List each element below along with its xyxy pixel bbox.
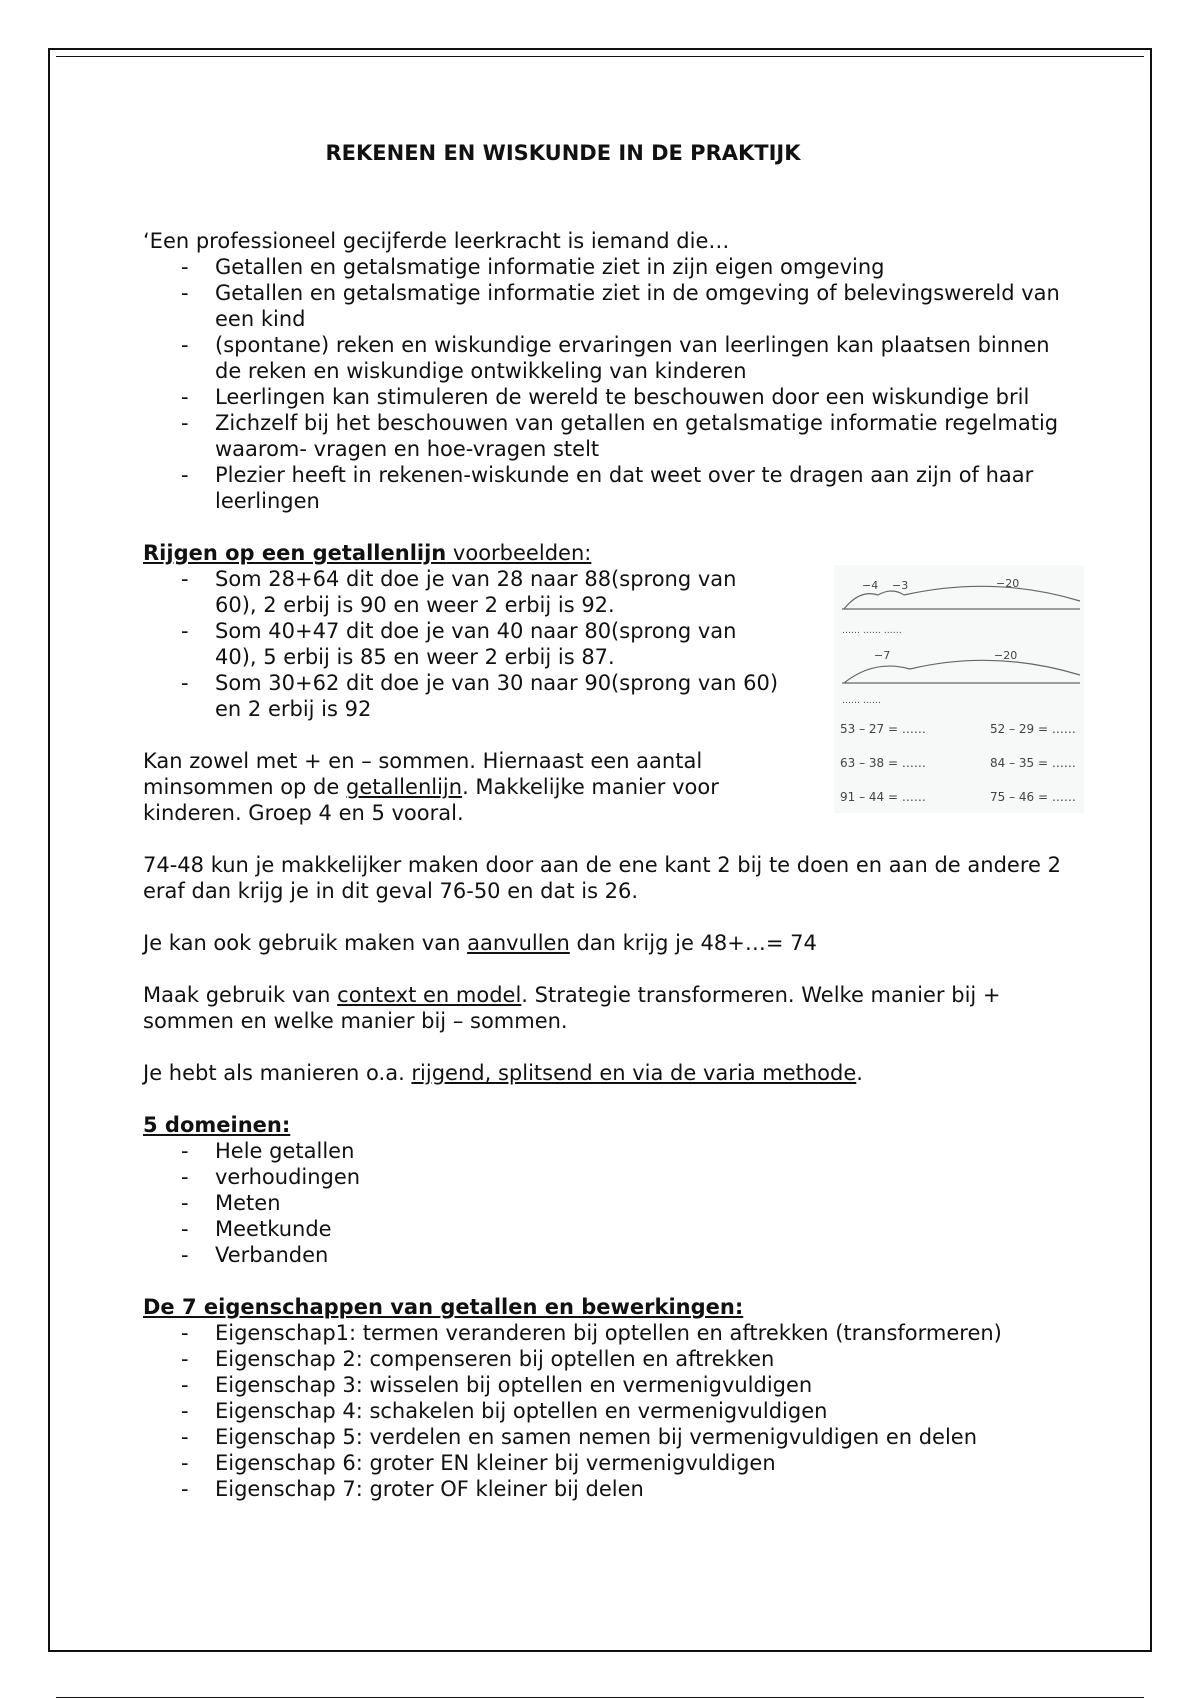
sum-exercise: 84 – 35 = …… — [990, 756, 1076, 770]
list-item: - Zichzelf bij het beschouwen van getallen en getalsmatige informatie regelmatig waarom- vragen en hoe-vragen stelt — [143, 410, 1063, 462]
manieren-paragraph: Je hebt als manieren o.a. rijgend, splitsend en via de varia methode. — [143, 1061, 863, 1085]
intro-line: ‘Een professioneel gecijferde leerkracht is iemand die… — [143, 229, 730, 253]
list-item: - Eigenschap 5: verdelen en samen nemen bij vermenigvuldigen en delen — [143, 1424, 1063, 1450]
blank-labels: …… …… — [842, 696, 881, 706]
list-item: - Som 40+47 dit doe je van 40 naar 80(sprong van 40), 5 erbij is 85 en weer 2 erbij is 87. — [143, 618, 783, 670]
sum-exercise: 91 – 44 = …… — [840, 790, 926, 804]
list-item: - Eigenschap 2: compenseren bij optellen en aftrekken — [143, 1346, 1063, 1372]
jump-label: −20 — [994, 649, 1018, 662]
list-item: - Eigenschap1: termen veranderen bij optellen en aftrekken (transformeren) — [143, 1320, 1063, 1346]
list-item: - Som 30+62 dit doe je van 30 naar 90(sprong van 60) en 2 erbij is 92 — [143, 670, 783, 722]
jump-label: −4 — [862, 579, 879, 592]
domeinen-heading: 5 domeinen: — [143, 1113, 291, 1137]
rijgen-section — [143, 540, 783, 826]
page-title: REKENEN EN WISKUNDE IN DE PRAKTIJK — [325, 141, 801, 165]
rijgen-heading: Rijgen op een getallenlijn voorbeelden: — [143, 541, 592, 565]
list-item: - Getallen en getalsmatige informatie ziet in zijn eigen omgeving — [143, 254, 1063, 280]
list-item: - Eigenschap 7: groter OF kleiner bij delen — [143, 1476, 1063, 1502]
list-item: - Som 28+64 dit doe je van 28 naar 88(sprong van 60), 2 erbij is 90 en weer 2 erbij is 92. — [143, 566, 783, 618]
minsommen-paragraph: Kan zowel met + en – sommen. Hiernaast een aantal minsommen op de getallenlijn. Makkelijke manier voor kinderen. Groep 4 en 5 vooral. — [143, 749, 719, 825]
domeinen-list — [143, 1138, 1063, 1268]
number-line-figure — [834, 565, 1084, 813]
list-item: - Plezier heeft in rekenen-wiskunde en dat weet over te dragen aan zijn of haar leerlingen — [143, 462, 1063, 514]
list-item: - Eigenschap 3: wisselen bij optellen en vermenigvuldigen — [143, 1372, 1063, 1398]
eigenschappen-list — [143, 1320, 1063, 1502]
rijgen-list — [143, 566, 783, 722]
document-body — [143, 140, 1063, 1502]
sum-exercise: 52 – 29 = …… — [990, 722, 1076, 736]
list-item: - Meten — [143, 1190, 1063, 1216]
eigenschappen-heading: De 7 eigenschappen van getallen en bewerkingen: — [143, 1295, 744, 1319]
list-item: - verhoudingen — [143, 1164, 1063, 1190]
aanvullen-paragraph: Je kan ook gebruik maken van aanvullen dan krijg je 48+…= 74 — [143, 931, 817, 955]
list-item: - Verbanden — [143, 1242, 1063, 1268]
sum-exercise: 53 – 27 = …… — [840, 722, 926, 736]
jump-label: −20 — [996, 577, 1020, 590]
jump-label: −7 — [874, 649, 891, 662]
paragraph-74-48: 74-48 kun je makkelijker maken door aan de ene kant 2 bij te doen en aan de andere 2 eraf dan krijg je in dit geval 76-50 en dat is 26. — [143, 853, 1061, 903]
list-item: - Meetkunde — [143, 1216, 1063, 1242]
list-item: - Eigenschap 4: schakelen bij optellen en vermenigvuldigen — [143, 1398, 1063, 1424]
list-item: - Hele getallen — [143, 1138, 1063, 1164]
frame-top-rule — [56, 56, 1144, 57]
jump-label: −3 — [892, 579, 909, 592]
context-paragraph: Maak gebruik van context en model. Strategie transformeren. Welke manier bij + sommen en welke manier bij – sommen. — [143, 983, 1001, 1033]
sum-exercise: 63 – 38 = …… — [840, 756, 926, 770]
sum-exercise: 75 – 46 = …… — [990, 790, 1076, 804]
list-item: - Getallen en getalsmatige informatie ziet in de omgeving of belevingswereld van een kind — [143, 280, 1063, 332]
list-item: - Leerlingen kan stimuleren de wereld te beschouwen door een wiskundige bril — [143, 384, 1063, 410]
intro-list — [143, 254, 1063, 514]
list-item: - (spontane) reken en wiskundige ervaringen van leerlingen kan plaatsen binnen de reken en wiskundige ontwikkeling van kinderen — [143, 332, 1063, 384]
figure-background — [834, 565, 1084, 813]
list-item: - Eigenschap 6: groter EN kleiner bij vermenigvuldigen — [143, 1450, 1063, 1476]
blank-labels: …… …… …… — [842, 626, 902, 636]
bottom-rule — [56, 1697, 1144, 1698]
